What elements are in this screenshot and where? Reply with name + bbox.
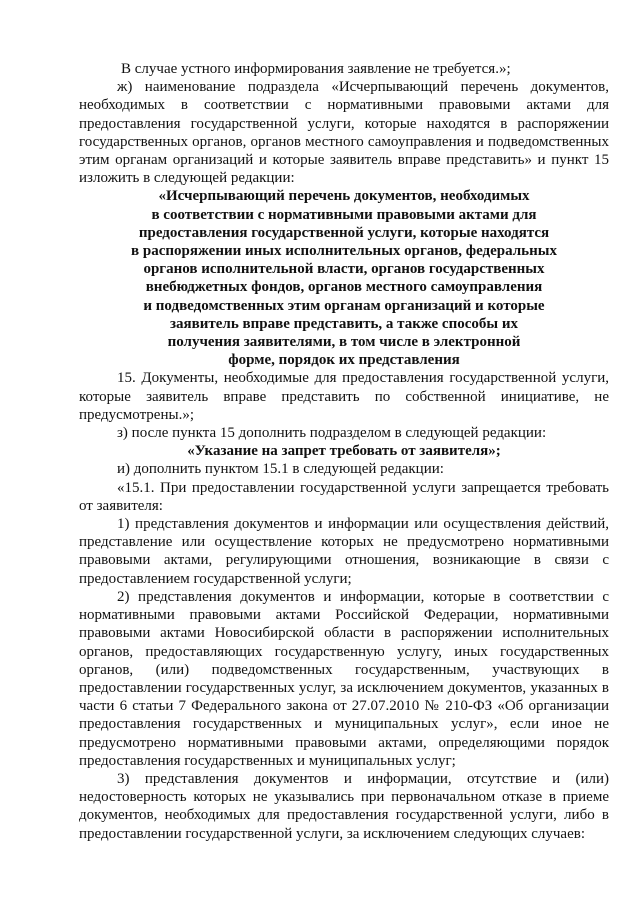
- heading-line: получения заявителями, в том числе в электронной: [167, 334, 521, 351]
- heading-line: форме, порядок их представления: [228, 352, 460, 369]
- heading-line: «Исчерпывающий перечень документов, необходимых: [158, 188, 530, 205]
- section-heading-prohibition: «Указание на запрет требовать от заявителя»;: [187, 443, 501, 460]
- paragraph-item-i: и) дополнить пунктом 15.1 в следующей редакции:: [117, 461, 444, 478]
- paragraph-item-zh: ж) наименование подраздела «Исчерпывающий перечень документов, необходимых в соответствии с нормативными правовыми актами для предоставления государственной услуги, которые находятся в распоряжении государственных органов, органов местного самоуправления и подведомственных этим органам организаций и которые заявитель вправе представить» и пункт 15 изложить в следующей редакции:: [79, 79, 609, 187]
- paragraph-item-15-1: «15.1. При предоставлении государственной услуги запрещается требовать от заявителя:: [79, 479, 609, 514]
- heading-line: в соответствии с нормативными правовыми актами для: [151, 206, 537, 223]
- heading-line: в распоряжении иных исполнительных органов, федеральных: [131, 243, 557, 260]
- document-body: [79, 60, 609, 843]
- paragraph-item-z: з) после пункта 15 дополнить подразделом в следующей редакции:: [117, 425, 547, 442]
- paragraph-subitem-3: 3) представления документов и информации, отсутствие и (или) недостоверность которых не указывались при первоначальном отказе в приеме документов, необходимых для предоставления государственной услуги, либо в предоставлении государственной услуги, за исключением следующих случаев:: [79, 770, 609, 842]
- heading-line: внебюджетных фондов, органов местного самоуправления: [145, 279, 543, 296]
- section-heading-documents-list: [79, 187, 609, 369]
- paragraph-oral-info: В случае устного информирования заявление не требуется.»;: [121, 61, 511, 77]
- paragraph-subitem-1: 1) представления документов и информации или осуществления действий, представление или осуществление которых не предусмотрено нормативными правовыми актами, регулирующими отношения, возникающие в связи с предоставлением государственной услуги;: [79, 516, 609, 587]
- paragraph-subitem-2: 2) представления документов и информации, которые в соответствии с нормативными правовыми актами Российской Федерации, нормативными правовыми актами Новосибирской области в распоряжении исполнительных органов, предоставляющих государственную услугу, иных государственных органов, (или) подведомственных государственным, участвующих в предоставлении государственных услуг, за исключением документов, указанных в части 6 статьи 7 Федерального закона от 27.07.2010 № 210-ФЗ «Об организации предоставления государственных и муниципальных услуг», если иное не предусмотрено нормативными правовыми актами, определяющими порядок предоставления государственных и муниципальных услуг;: [79, 588, 609, 769]
- heading-line: органов исполнительной власти, органов государственных: [143, 261, 545, 278]
- heading-line: предоставления государственной услуги, которые находятся: [138, 224, 550, 241]
- paragraph-item-15: 15. Документы, необходимые для предоставления государственной услуги, которые заявитель вправе представить по собственной инициативе, не предусмотрены.»;: [79, 370, 609, 423]
- heading-line: заявитель вправе представить, а также способы их: [170, 315, 518, 332]
- heading-line: и подведомственных этим органам организаций и которые: [143, 297, 545, 314]
